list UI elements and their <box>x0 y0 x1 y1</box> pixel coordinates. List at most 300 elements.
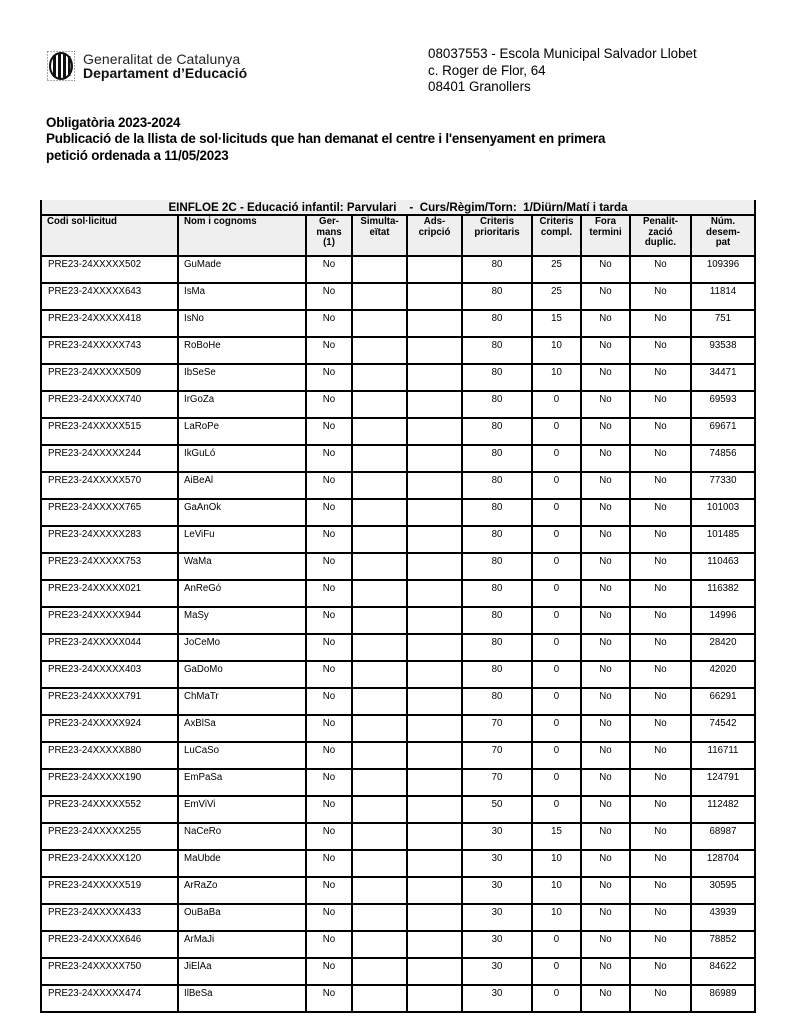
col-fora-termini-cell: No <box>581 742 630 769</box>
generalitat-logo <box>47 51 247 81</box>
table-row <box>41 283 755 310</box>
col-criteris-prioritaris-cell: 80 <box>462 580 532 607</box>
table-row <box>41 472 755 499</box>
col-penalitzacio-duplic-cell: No <box>630 553 691 580</box>
col-adscripcio-cell <box>407 445 462 472</box>
col-simultaneitat-cell <box>352 742 407 769</box>
col-fora-termini-cell: No <box>581 283 630 310</box>
col-fora-termini-cell: No <box>581 769 630 796</box>
col-penalitzacio-duplic-cell: No <box>630 715 691 742</box>
col-nom-cognoms-cell: AiBeAl <box>178 472 306 499</box>
col-adscripcio-cell <box>407 688 462 715</box>
col-criteris-prioritaris-cell: 80 <box>462 364 532 391</box>
col-penalitzacio-duplic-cell: No <box>630 850 691 877</box>
col-criteris-prioritaris-cell: 80 <box>462 688 532 715</box>
col-criteris-compl-cell: 0 <box>532 445 581 472</box>
col-num-desempat-cell: 128704 <box>691 850 755 877</box>
col-nom-cognoms-cell: ArRaZo <box>178 877 306 904</box>
col-criteris-compl-cell: 0 <box>532 985 581 1012</box>
col-germans-cell: No <box>306 904 352 931</box>
applications-table <box>40 200 756 1013</box>
col-codi-sollicitud-cell: PRE23-24XXXXX474 <box>41 985 178 1012</box>
col-germans-cell: No <box>306 283 352 310</box>
col-fora-termini-cell: No <box>581 985 630 1012</box>
col-num-desempat-cell: 28420 <box>691 634 755 661</box>
table-row <box>41 850 755 877</box>
col-criteris-prioritaris-cell: 80 <box>462 283 532 310</box>
col-criteris-prioritaris-cell: 70 <box>462 742 532 769</box>
col-criteris-prioritaris-cell: 30 <box>462 904 532 931</box>
col-criteris-compl-cell: 0 <box>532 769 581 796</box>
col-num-desempat-cell: 30595 <box>691 877 755 904</box>
col-penalitzacio-duplic-cell: No <box>630 877 691 904</box>
col-criteris-prioritaris-cell: 80 <box>462 472 532 499</box>
col-simultaneitat-cell <box>352 445 407 472</box>
col-penalitzacio-duplic-cell: No <box>630 445 691 472</box>
col-codi-sollicitud-cell: PRE23-24XXXXX924 <box>41 715 178 742</box>
col-simultaneitat-cell <box>352 634 407 661</box>
col-criteris-compl-cell: 0 <box>532 931 581 958</box>
col-criteris-compl-cell: 0 <box>532 418 581 445</box>
col-adscripcio-cell <box>407 634 462 661</box>
col-adscripcio-cell <box>407 499 462 526</box>
col-codi-sollicitud-cell: PRE23-24XXXXX740 <box>41 391 178 418</box>
table-row <box>41 931 755 958</box>
col-germans-cell: No <box>306 607 352 634</box>
col-criteris-compl-cell: 15 <box>532 823 581 850</box>
col-nom-cognoms-cell: GaDoMo <box>178 661 306 688</box>
col-criteris-prioritaris-cell: 80 <box>462 418 532 445</box>
col-codi-sollicitud-header: Codi sol·licitud <box>41 215 178 256</box>
col-fora-termini-cell: No <box>581 877 630 904</box>
col-fora-termini-cell: No <box>581 337 630 364</box>
col-adscripcio-cell <box>407 985 462 1012</box>
col-codi-sollicitud-cell: PRE23-24XXXXX791 <box>41 688 178 715</box>
col-adscripcio-cell <box>407 526 462 553</box>
col-criteris-compl-header: Criteris compl. <box>532 215 581 256</box>
col-codi-sollicitud-cell: PRE23-24XXXXX120 <box>41 850 178 877</box>
col-criteris-compl-cell: 0 <box>532 958 581 985</box>
col-adscripcio-cell <box>407 607 462 634</box>
col-penalitzacio-duplic-cell: No <box>630 823 691 850</box>
org-name: Generalitat de Catalunya <box>83 51 241 67</box>
col-simultaneitat-cell <box>352 526 407 553</box>
col-num-desempat-cell: 34471 <box>691 364 755 391</box>
col-num-desempat-cell: 69593 <box>691 391 755 418</box>
col-adscripcio-cell <box>407 715 462 742</box>
col-fora-termini-cell: No <box>581 661 630 688</box>
col-nom-cognoms-cell: MaSy <box>178 607 306 634</box>
col-fora-termini-cell: No <box>581 499 630 526</box>
col-penalitzacio-duplic-cell: No <box>630 283 691 310</box>
col-nom-cognoms-cell: RoBoHe <box>178 337 306 364</box>
col-germans-cell: No <box>306 742 352 769</box>
col-nom-cognoms-cell: NaCeRo <box>178 823 306 850</box>
col-adscripcio-cell <box>407 958 462 985</box>
col-criteris-prioritaris-cell: 80 <box>462 607 532 634</box>
col-criteris-compl-cell: 0 <box>532 472 581 499</box>
col-nom-cognoms-cell: AnReGó <box>178 580 306 607</box>
col-germans-cell: No <box>306 796 352 823</box>
col-adscripcio-cell <box>407 283 462 310</box>
col-germans-cell: No <box>306 931 352 958</box>
col-criteris-prioritaris-cell: 80 <box>462 526 532 553</box>
col-germans-cell: No <box>306 391 352 418</box>
col-nom-cognoms-cell: AxBlSa <box>178 715 306 742</box>
col-criteris-compl-cell: 0 <box>532 526 581 553</box>
col-adscripcio-cell <box>407 580 462 607</box>
table-body <box>41 256 755 1012</box>
col-penalitzacio-duplic-cell: No <box>630 418 691 445</box>
col-adscripcio-cell <box>407 337 462 364</box>
col-codi-sollicitud-cell: PRE23-24XXXXX570 <box>41 472 178 499</box>
col-simultaneitat-cell <box>352 850 407 877</box>
col-fora-termini-cell: No <box>581 256 630 283</box>
col-criteris-compl-cell: 10 <box>532 850 581 877</box>
col-nom-cognoms-cell: EmViVi <box>178 796 306 823</box>
col-germans-cell: No <box>306 256 352 283</box>
col-germans-cell: No <box>306 418 352 445</box>
col-codi-sollicitud-cell: PRE23-24XXXXX509 <box>41 364 178 391</box>
col-penalitzacio-duplic-cell: No <box>630 931 691 958</box>
col-codi-sollicitud-cell: PRE23-24XXXXX753 <box>41 553 178 580</box>
col-criteris-compl-cell: 25 <box>532 256 581 283</box>
col-fora-termini-cell: No <box>581 607 630 634</box>
col-num-desempat-cell: 116711 <box>691 742 755 769</box>
col-criteris-prioritaris-cell: 80 <box>462 634 532 661</box>
col-num-desempat-cell: 78852 <box>691 931 755 958</box>
col-penalitzacio-duplic-cell: No <box>630 661 691 688</box>
table-header-row <box>41 215 755 256</box>
col-penalitzacio-duplic-cell: No <box>630 985 691 1012</box>
col-codi-sollicitud-cell: PRE23-24XXXXX021 <box>41 580 178 607</box>
col-germans-cell: No <box>306 553 352 580</box>
col-penalitzacio-duplic-cell: No <box>630 769 691 796</box>
table-row <box>41 661 755 688</box>
col-germans-cell: No <box>306 310 352 337</box>
col-adscripcio-cell <box>407 769 462 796</box>
col-fora-termini-cell: No <box>581 904 630 931</box>
table-row <box>41 742 755 769</box>
col-adscripcio-cell <box>407 310 462 337</box>
col-codi-sollicitud-cell: PRE23-24XXXXX255 <box>41 823 178 850</box>
col-criteris-prioritaris-cell: 70 <box>462 769 532 796</box>
col-nom-cognoms-cell: JoCeMo <box>178 634 306 661</box>
col-criteris-compl-cell: 0 <box>532 391 581 418</box>
col-penalitzacio-duplic-cell: No <box>630 526 691 553</box>
col-germans-cell: No <box>306 877 352 904</box>
col-codi-sollicitud-cell: PRE23-24XXXXX880 <box>41 742 178 769</box>
col-codi-sollicitud-cell: PRE23-24XXXXX519 <box>41 877 178 904</box>
col-num-desempat-cell: 86989 <box>691 985 755 1012</box>
col-simultaneitat-cell <box>352 310 407 337</box>
col-criteris-prioritaris-cell: 30 <box>462 877 532 904</box>
table-row <box>41 904 755 931</box>
col-adscripcio-cell <box>407 850 462 877</box>
col-germans-cell: No <box>306 715 352 742</box>
col-num-desempat-cell: 74542 <box>691 715 755 742</box>
col-codi-sollicitud-cell: PRE23-24XXXXX646 <box>41 931 178 958</box>
col-criteris-prioritaris-cell: 80 <box>462 553 532 580</box>
col-simultaneitat-cell <box>352 499 407 526</box>
table-row <box>41 256 755 283</box>
col-num-desempat-cell: 43939 <box>691 904 755 931</box>
col-nom-cognoms-cell: ArMaJi <box>178 931 306 958</box>
col-criteris-prioritaris-cell: 80 <box>462 661 532 688</box>
table-row <box>41 688 755 715</box>
col-penalitzacio-duplic-cell: No <box>630 958 691 985</box>
col-num-desempat-cell: 74856 <box>691 445 755 472</box>
col-criteris-prioritaris-cell: 80 <box>462 391 532 418</box>
col-codi-sollicitud-cell: PRE23-24XXXXX643 <box>41 283 178 310</box>
department-name: Departament d’Educació <box>83 65 248 81</box>
col-num-desempat-cell: 101003 <box>691 499 755 526</box>
col-criteris-compl-cell: 0 <box>532 688 581 715</box>
col-criteris-compl-cell: 0 <box>532 499 581 526</box>
col-adscripcio-cell <box>407 877 462 904</box>
document-subtitle: petició ordenada a 11/05/2023 <box>46 147 229 163</box>
col-criteris-prioritaris-header: Criteris prioritaris <box>462 215 532 256</box>
col-adscripcio-cell <box>407 661 462 688</box>
col-criteris-compl-cell: 10 <box>532 904 581 931</box>
table-row <box>41 337 755 364</box>
col-penalitzacio-duplic-cell: No <box>630 634 691 661</box>
col-simultaneitat-cell <box>352 958 407 985</box>
col-nom-cognoms-cell: GaAnOk <box>178 499 306 526</box>
col-codi-sollicitud-cell: PRE23-24XXXXX244 <box>41 445 178 472</box>
col-criteris-compl-cell: 0 <box>532 634 581 661</box>
col-nom-cognoms-cell: IrGoZa <box>178 391 306 418</box>
col-simultaneitat-cell <box>352 796 407 823</box>
col-criteris-prioritaris-cell: 80 <box>462 310 532 337</box>
col-penalitzacio-duplic-cell: No <box>630 796 691 823</box>
col-penalitzacio-duplic-cell: No <box>630 391 691 418</box>
col-simultaneitat-cell <box>352 607 407 634</box>
table-row <box>41 958 755 985</box>
table-row <box>41 985 755 1012</box>
col-fora-termini-header: Fora termini <box>581 215 630 256</box>
col-nom-cognoms-cell: IbSeSe <box>178 364 306 391</box>
col-germans-cell: No <box>306 472 352 499</box>
col-fora-termini-cell: No <box>581 688 630 715</box>
col-simultaneitat-cell <box>352 472 407 499</box>
col-nom-cognoms-cell: OuBaBa <box>178 904 306 931</box>
col-criteris-compl-cell: 10 <box>532 337 581 364</box>
col-num-desempat-cell: 11814 <box>691 283 755 310</box>
col-criteris-prioritaris-cell: 30 <box>462 931 532 958</box>
col-simultaneitat-cell <box>352 904 407 931</box>
col-penalitzacio-duplic-cell: No <box>630 337 691 364</box>
col-penalitzacio-duplic-cell: No <box>630 688 691 715</box>
col-criteris-prioritaris-cell: 30 <box>462 958 532 985</box>
col-simultaneitat-cell <box>352 877 407 904</box>
col-num-desempat-cell: 101485 <box>691 526 755 553</box>
col-codi-sollicitud-cell: PRE23-24XXXXX552 <box>41 796 178 823</box>
col-nom-cognoms-cell: JiElAa <box>178 958 306 985</box>
col-nom-cognoms-cell: IsMa <box>178 283 306 310</box>
col-simultaneitat-cell <box>352 931 407 958</box>
col-nom-cognoms-cell: IsNo <box>178 310 306 337</box>
col-codi-sollicitud-cell: PRE23-24XXXXX765 <box>41 499 178 526</box>
school-street: c. Roger de Flor, 64 <box>428 62 546 78</box>
col-penalitzacio-duplic-header: Penalit- zació duplic. <box>630 215 691 256</box>
col-germans-header: Ger- mans (1) <box>306 215 352 256</box>
col-adscripcio-cell <box>407 364 462 391</box>
col-simultaneitat-cell <box>352 553 407 580</box>
col-germans-cell: No <box>306 688 352 715</box>
col-fora-termini-cell: No <box>581 823 630 850</box>
col-nom-cognoms-header: Nom i cognoms <box>178 215 306 256</box>
col-fora-termini-cell: No <box>581 580 630 607</box>
col-germans-cell: No <box>306 499 352 526</box>
table-row <box>41 796 755 823</box>
col-criteris-prioritaris-cell: 30 <box>462 850 532 877</box>
col-codi-sollicitud-cell: PRE23-24XXXXX502 <box>41 256 178 283</box>
col-num-desempat-cell: 751 <box>691 310 755 337</box>
table-row <box>41 445 755 472</box>
col-adscripcio-header: Ads- cripció <box>407 215 462 256</box>
col-germans-cell: No <box>306 364 352 391</box>
col-simultaneitat-cell <box>352 823 407 850</box>
col-adscripcio-cell <box>407 391 462 418</box>
col-adscripcio-cell <box>407 472 462 499</box>
col-germans-cell: No <box>306 634 352 661</box>
col-nom-cognoms-cell: WaMa <box>178 553 306 580</box>
table-row <box>41 418 755 445</box>
col-nom-cognoms-cell: MaUbde <box>178 850 306 877</box>
table-row <box>41 499 755 526</box>
col-simultaneitat-cell <box>352 769 407 796</box>
col-fora-termini-cell: No <box>581 310 630 337</box>
col-fora-termini-cell: No <box>581 391 630 418</box>
table-title: EINFLOE 2C - Educació infantil: Parvulari - Curs/Règim/Torn: 1/Diürn/Matí i tarda <box>41 200 755 215</box>
col-num-desempat-cell: 93538 <box>691 337 755 364</box>
col-germans-cell: No <box>306 526 352 553</box>
col-simultaneitat-cell <box>352 418 407 445</box>
col-nom-cognoms-cell: IkGuLó <box>178 445 306 472</box>
col-codi-sollicitud-cell: PRE23-24XXXXX418 <box>41 310 178 337</box>
col-codi-sollicitud-cell: PRE23-24XXXXX190 <box>41 769 178 796</box>
table-row <box>41 553 755 580</box>
col-num-desempat-cell: 77330 <box>691 472 755 499</box>
col-simultaneitat-cell <box>352 688 407 715</box>
col-fora-termini-cell: No <box>581 526 630 553</box>
col-penalitzacio-duplic-cell: No <box>630 904 691 931</box>
col-num-desempat-cell: 84622 <box>691 958 755 985</box>
col-adscripcio-cell <box>407 418 462 445</box>
col-adscripcio-cell <box>407 904 462 931</box>
col-criteris-compl-cell: 0 <box>532 580 581 607</box>
col-fora-termini-cell: No <box>581 931 630 958</box>
col-nom-cognoms-cell: ChMaTr <box>178 688 306 715</box>
col-nom-cognoms-cell: LuCaSo <box>178 742 306 769</box>
col-penalitzacio-duplic-cell: No <box>630 310 691 337</box>
col-fora-termini-cell: No <box>581 850 630 877</box>
col-simultaneitat-cell <box>352 337 407 364</box>
table-row <box>41 877 755 904</box>
col-criteris-compl-cell: 10 <box>532 877 581 904</box>
col-germans-cell: No <box>306 445 352 472</box>
col-simultaneitat-cell <box>352 256 407 283</box>
col-num-desempat-header: Núm. desem- pat <box>691 215 755 256</box>
col-penalitzacio-duplic-cell: No <box>630 472 691 499</box>
col-criteris-compl-cell: 25 <box>532 283 581 310</box>
col-num-desempat-cell: 109396 <box>691 256 755 283</box>
col-criteris-prioritaris-cell: 80 <box>462 445 532 472</box>
col-simultaneitat-cell <box>352 715 407 742</box>
col-codi-sollicitud-cell: PRE23-24XXXXX403 <box>41 661 178 688</box>
col-codi-sollicitud-cell: PRE23-24XXXXX743 <box>41 337 178 364</box>
col-adscripcio-cell <box>407 796 462 823</box>
col-criteris-prioritaris-cell: 80 <box>462 256 532 283</box>
col-fora-termini-cell: No <box>581 715 630 742</box>
col-nom-cognoms-cell: GuMade <box>178 256 306 283</box>
col-simultaneitat-cell <box>352 364 407 391</box>
col-penalitzacio-duplic-cell: No <box>630 364 691 391</box>
col-penalitzacio-duplic-cell: No <box>630 499 691 526</box>
col-penalitzacio-duplic-cell: No <box>630 256 691 283</box>
col-fora-termini-cell: No <box>581 445 630 472</box>
school-city: 08401 Granollers <box>428 79 531 95</box>
col-germans-cell: No <box>306 769 352 796</box>
col-adscripcio-cell <box>407 931 462 958</box>
col-criteris-compl-cell: 0 <box>532 607 581 634</box>
col-criteris-compl-cell: 0 <box>532 742 581 769</box>
course-year-heading: Obligatòria 2023-2024 <box>46 115 181 130</box>
table-row <box>41 526 755 553</box>
school-name: 08037553 - Escola Municipal Salvador Llobet <box>428 46 697 61</box>
col-criteris-compl-cell: 0 <box>532 661 581 688</box>
col-criteris-prioritaris-cell: 30 <box>462 985 532 1012</box>
col-fora-termini-cell: No <box>581 796 630 823</box>
col-codi-sollicitud-cell: PRE23-24XXXXX283 <box>41 526 178 553</box>
col-num-desempat-cell: 66291 <box>691 688 755 715</box>
table-row <box>41 364 755 391</box>
col-fora-termini-cell: No <box>581 364 630 391</box>
col-criteris-prioritaris-cell: 70 <box>462 715 532 742</box>
col-germans-cell: No <box>306 337 352 364</box>
col-adscripcio-cell <box>407 553 462 580</box>
document-headings <box>46 115 605 164</box>
col-germans-cell: No <box>306 823 352 850</box>
col-germans-cell: No <box>306 661 352 688</box>
table-row <box>41 823 755 850</box>
table-row <box>41 391 755 418</box>
col-fora-termini-cell: No <box>581 418 630 445</box>
table-row <box>41 607 755 634</box>
col-simultaneitat-cell <box>352 985 407 1012</box>
col-fora-termini-cell: No <box>581 958 630 985</box>
col-criteris-prioritaris-cell: 80 <box>462 499 532 526</box>
col-criteris-prioritaris-cell: 50 <box>462 796 532 823</box>
col-nom-cognoms-cell: LeViFu <box>178 526 306 553</box>
col-simultaneitat-cell <box>352 391 407 418</box>
col-simultaneitat-cell <box>352 661 407 688</box>
col-fora-termini-cell: No <box>581 634 630 661</box>
table-row <box>41 715 755 742</box>
applications-table-wrapper <box>40 200 758 1013</box>
table-row <box>41 580 755 607</box>
col-germans-cell: No <box>306 850 352 877</box>
table-row <box>41 634 755 661</box>
col-germans-cell: No <box>306 580 352 607</box>
col-germans-cell: No <box>306 958 352 985</box>
col-num-desempat-cell: 14996 <box>691 607 755 634</box>
col-num-desempat-cell: 42020 <box>691 661 755 688</box>
col-fora-termini-cell: No <box>581 472 630 499</box>
table-row <box>41 310 755 337</box>
col-penalitzacio-duplic-cell: No <box>630 607 691 634</box>
